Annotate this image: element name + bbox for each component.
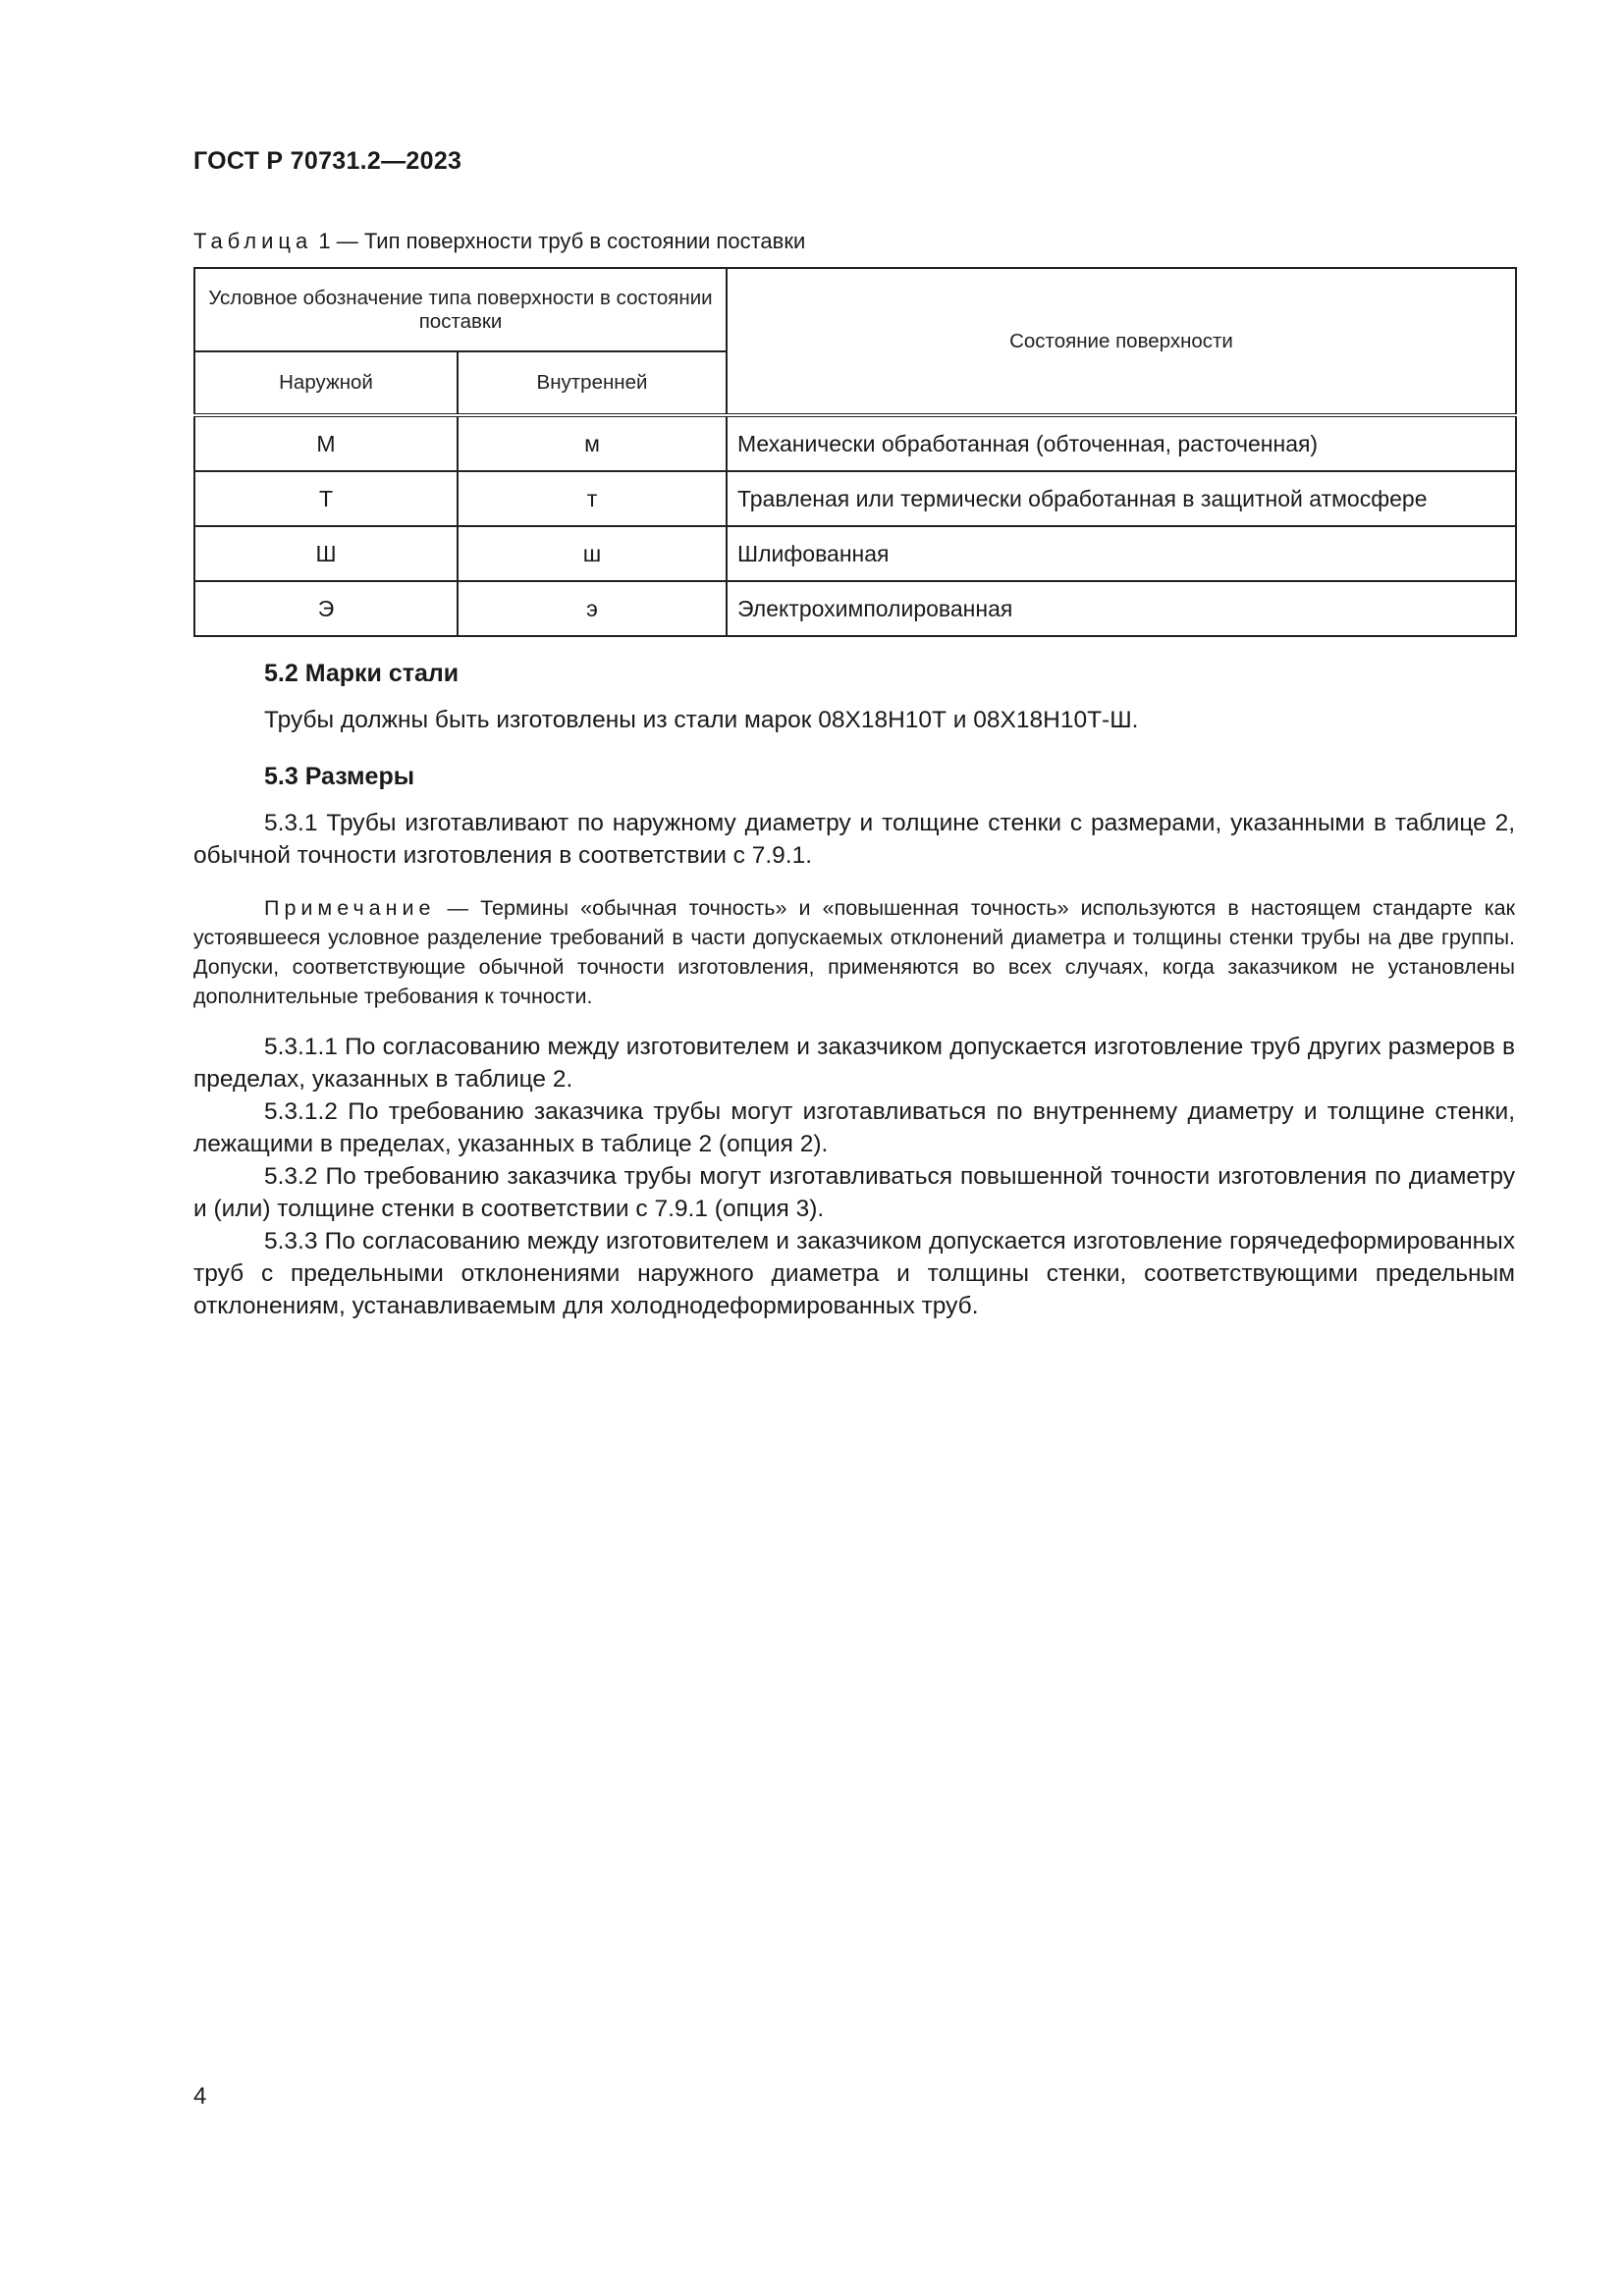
note-label: Примечание xyxy=(264,896,436,920)
surface-type-table xyxy=(193,267,1517,637)
table-cell-inner: э xyxy=(458,581,727,636)
table-caption-label: Таблица xyxy=(193,229,313,253)
section-5-2 xyxy=(193,658,1515,736)
note-text: — Термины «обычная точность» и «повышенная точность» используются в настоящем стандарте как устоявшееся условное разделение требований в части допускаемых отклонений диаметра и толщины стенки трубы на две группы. Допуски, соответствующие обычной точности изготовления, применяются во всех случаях, когда заказчиком не установлены дополнительные требования к точности. xyxy=(193,896,1515,1008)
table-header-inner: Внутренней xyxy=(458,351,727,415)
table-cell-inner: т xyxy=(458,471,727,526)
table-caption-text: 1 — Тип поверхности труб в состоянии поставки xyxy=(312,229,806,253)
table-row xyxy=(194,581,1516,636)
paragraph-5-3-1-2: 5.3.1.2 По требованию заказчика трубы могут изготавливаться по внутреннему диаметру и толщине стенки, лежащими в пределах, указанных в таблице 2 (опция 2). xyxy=(193,1098,1515,1157)
table-cell-outer: Э xyxy=(194,581,458,636)
section-5-3-title: 5.3 Размеры xyxy=(264,763,415,790)
table-row xyxy=(194,471,1516,526)
table-caption xyxy=(193,229,805,254)
page-number: 4 xyxy=(193,2083,207,2109)
table-cell-outer: Т xyxy=(194,471,458,526)
table-cell-outer: Ш xyxy=(194,526,458,581)
section-5-2-text: Трубы должны быть изготовлены из стали марок 08Х18Н10Т и 08Х18Н10Т-Ш. xyxy=(264,707,1139,733)
document-header: ГОСТ Р 70731.2—2023 xyxy=(193,147,462,175)
paragraph-5-3-2: 5.3.2 По требованию заказчика трубы могут изготавливаться повышенной точности изготовления по диаметру и (или) толщине стенки в соответствии с 7.9.1 (опция 3). xyxy=(193,1163,1515,1222)
section-5-3 xyxy=(193,761,1515,872)
table-row xyxy=(194,415,1516,471)
table-cell-inner: ш xyxy=(458,526,727,581)
section-5-2-title: 5.2 Марки стали xyxy=(264,660,460,687)
paragraph-5-3-1: 5.3.1 Трубы изготавливают по наружному диаметру и толщине стенки с размерами, указанными в таблице 2, обычной точности изготовления в соответствии с 7.9.1. xyxy=(193,810,1515,869)
table-cell-state: Шлифованная xyxy=(727,526,1516,581)
table-cell-outer: М xyxy=(194,415,458,471)
table-cell-inner: м xyxy=(458,415,727,471)
table-cell-state: Электрохимполированная xyxy=(727,581,1516,636)
table-header-designation: Условное обозначение типа поверхности в состоянии поставки xyxy=(194,268,727,351)
section-5-3-continued xyxy=(193,1031,1515,1322)
table-cell-state: Травленая или термически обработанная в защитной атмосфере xyxy=(727,471,1516,526)
table-cell-state: Механически обработанная (обточенная, расточенная) xyxy=(727,415,1516,471)
table-header-outer: Наружной xyxy=(194,351,458,415)
paragraph-5-3-1-1: 5.3.1.1 По согласованию между изготовителем и заказчиком допускается изготовление труб других размеров в пределах, указанных в таблице 2. xyxy=(193,1034,1515,1093)
table-header-state: Состояние поверхности xyxy=(727,268,1516,415)
note-block xyxy=(193,893,1515,1011)
table-row xyxy=(194,526,1516,581)
paragraph-5-3-3: 5.3.3 По согласованию между изготовителем и заказчиком допускается изготовление горячедеформированных труб с предельными отклонениями наружного диаметра и толщины стенки, соответствующими предельным отклонениям, устанавливаемым для холоднодеформированных труб. xyxy=(193,1228,1515,1319)
